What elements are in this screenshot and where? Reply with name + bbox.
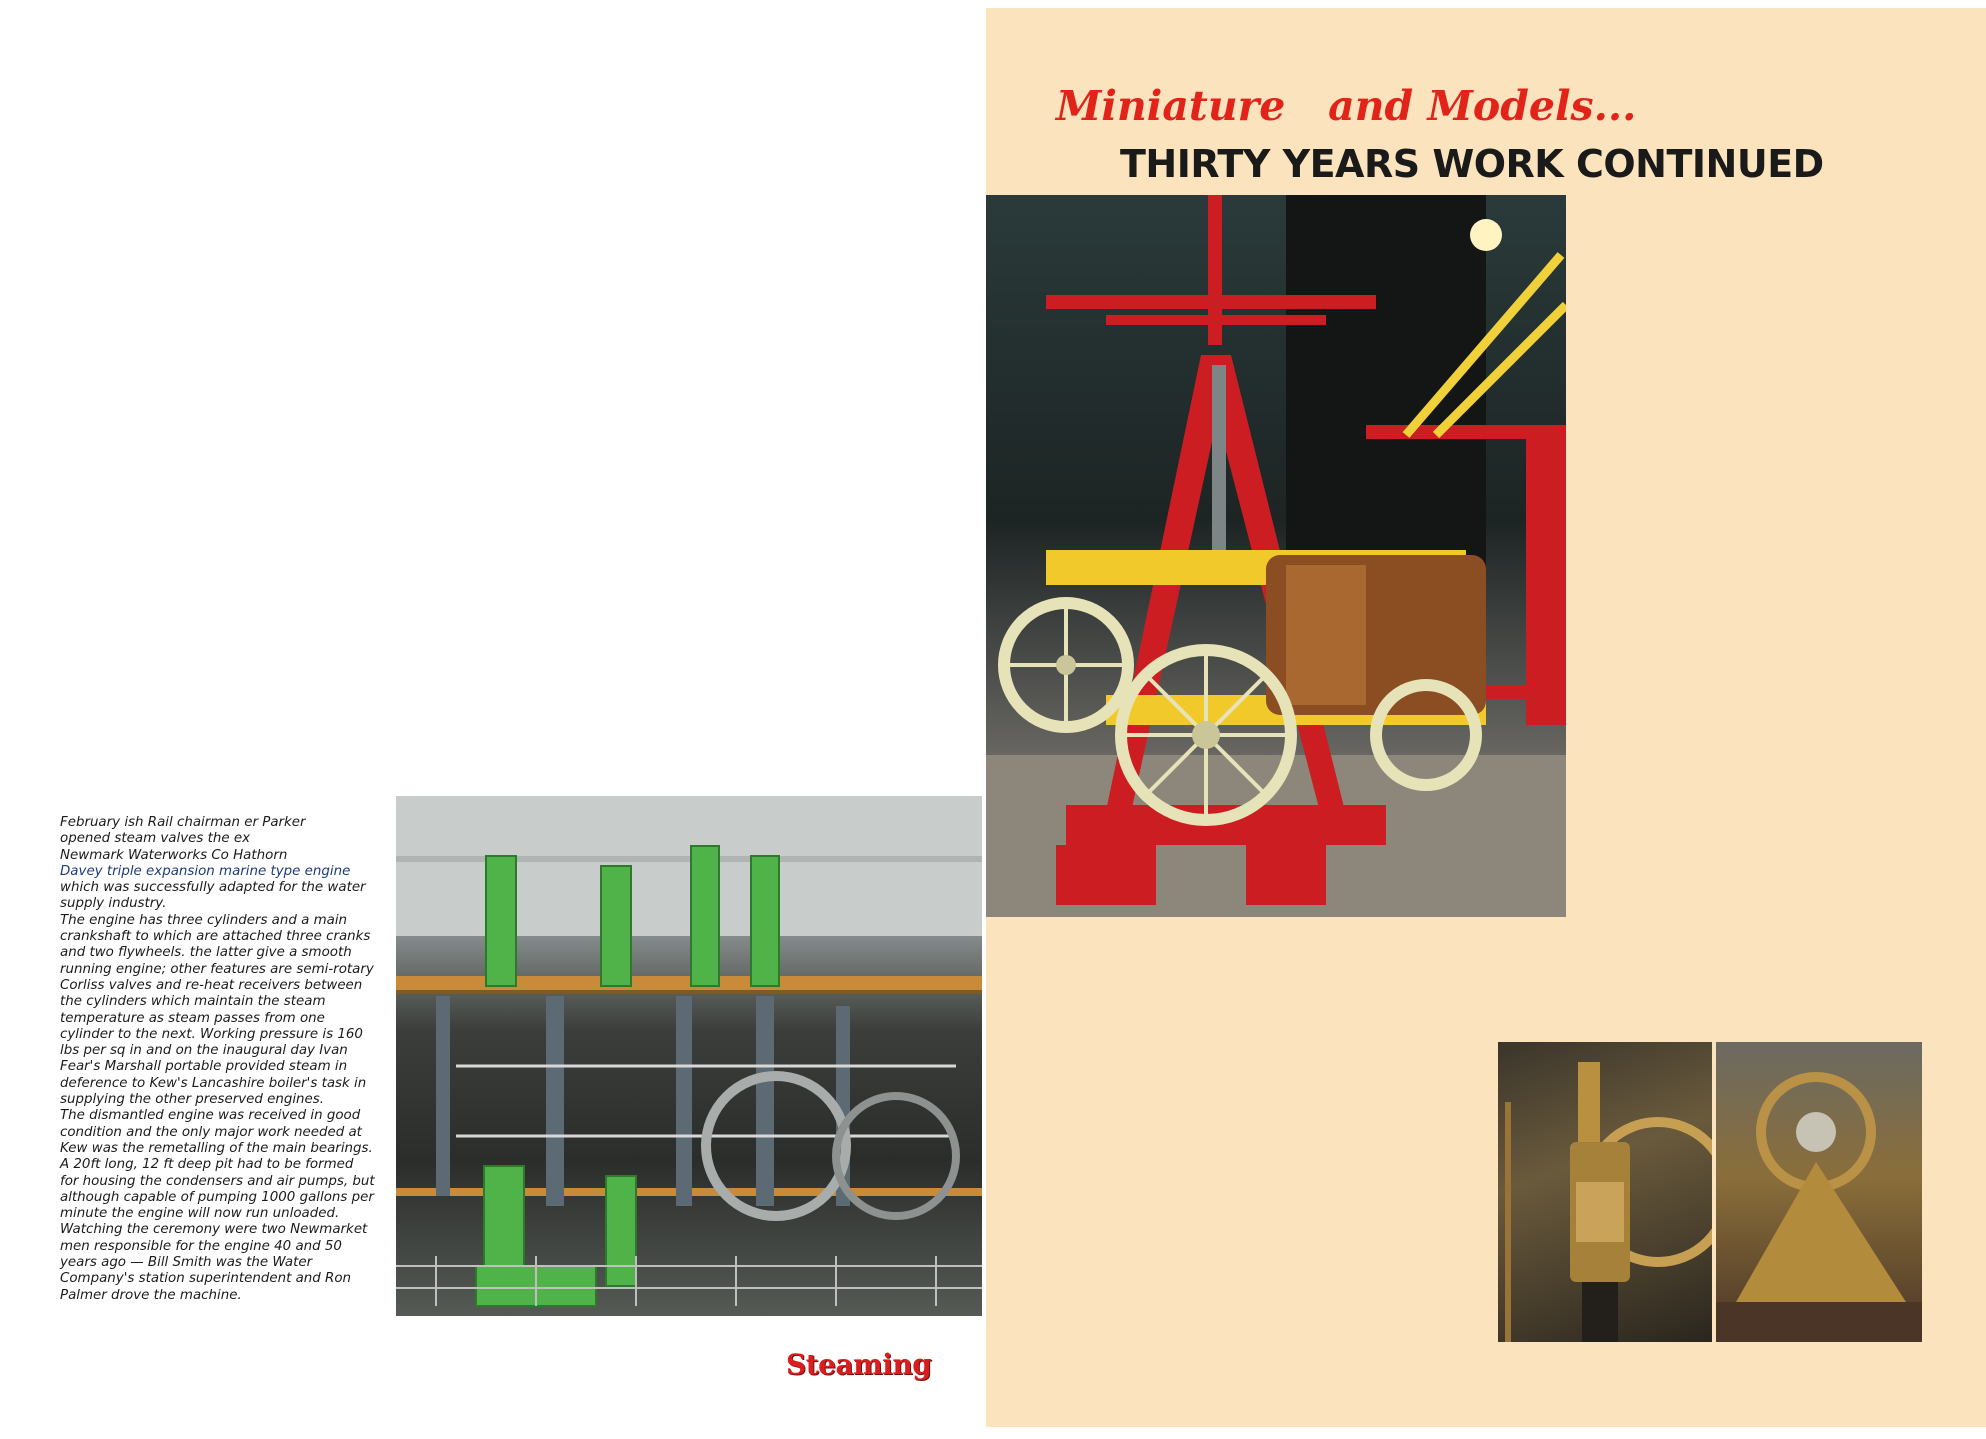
caption-line: and two flywheels. the latter give a smooth bbox=[60, 945, 352, 961]
caption-line: which was successfully adapted for the water bbox=[60, 880, 366, 896]
caption-line: men responsible for the engine 40 and 50 bbox=[60, 1238, 342, 1254]
caption-line: opened steam valves the ex bbox=[60, 831, 251, 847]
caption-line: the cylinders which maintain the steam bbox=[60, 994, 326, 1010]
caption-line: minute the engine will now run unloaded. bbox=[60, 1206, 340, 1222]
caption-line: A 20ft long, 12 ft deep pit had to be formed bbox=[60, 1157, 354, 1173]
caption-line: The engine has three cylinders and a main bbox=[60, 912, 348, 928]
caption-line: Corliss valves and re-heat receivers between bbox=[60, 977, 363, 993]
caption-line: years ago — Bill Smith was the Water bbox=[60, 1255, 313, 1271]
caption-line: Davey triple expansion marine type engine bbox=[60, 863, 351, 879]
caption-line: Palmer drove the machine. bbox=[60, 1287, 242, 1303]
caption-line: Kew was the remetalling of the main bearings. bbox=[60, 1140, 373, 1156]
caption-line: Newmark Waterworks Co Hathorn bbox=[60, 847, 288, 863]
caption-line: although capable of pumping 1000 gallons per bbox=[60, 1189, 374, 1205]
caption-line: Fear's Marshall portable provided steam in bbox=[60, 1059, 348, 1075]
caption-line: The dismantled engine was received in good bbox=[60, 1108, 361, 1124]
engine-caption bbox=[60, 815, 382, 1304]
page-title: Miniature and Models... bbox=[1056, 82, 1637, 130]
model-engine-photo bbox=[986, 195, 1566, 917]
caption-line: Company's station superintendent and Ron bbox=[60, 1271, 352, 1287]
brass-fitting-photo bbox=[1498, 1042, 1712, 1342]
caption-line: deference to Kew's Lancashire boiler's task in bbox=[60, 1075, 367, 1091]
caption-line: Watching the ceremony were two Newmarket bbox=[60, 1222, 368, 1238]
caption-line: temperature as steam passes from one bbox=[60, 1010, 325, 1026]
caption-line: condition and the only major work needed at bbox=[60, 1124, 362, 1140]
left-page bbox=[0, 0, 986, 1439]
caption-line: February ish Rail chairman er Parker bbox=[60, 815, 306, 830]
maker-plate-photo bbox=[1716, 1042, 1922, 1342]
steaming-logo: Steaming bbox=[786, 1348, 932, 1381]
engine-photo bbox=[396, 796, 982, 1316]
page-subtitle: THIRTY YEARS WORK CONTINUED bbox=[1120, 142, 1824, 186]
caption-line: supplying the other preserved engines. bbox=[60, 1092, 325, 1108]
caption-line: running engine; other features are semi-rotary bbox=[60, 961, 374, 977]
caption-line: lbs per sq in and on the inaugural day Ivan bbox=[60, 1043, 348, 1059]
caption-line: cylinder to the next. Working pressure is 160 bbox=[60, 1026, 363, 1042]
caption-line: crankshaft to which are attached three cranks bbox=[60, 929, 371, 945]
caption-line: for housing the condensers and air pumps, but bbox=[60, 1173, 375, 1189]
caption-line: supply industry. bbox=[60, 896, 167, 912]
